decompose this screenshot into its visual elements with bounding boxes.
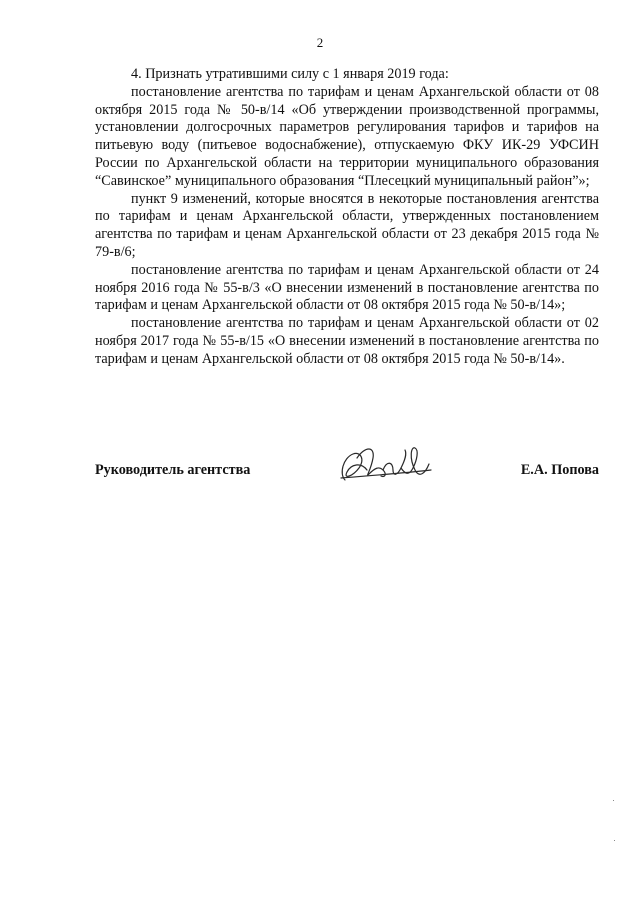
paragraph-resolution-50-v-14: постановление агентства по тарифам и ценам Архангельской области от 08 октября 2015 года № 50-в/14 «Об утверждении производственной программы, установлении долгосрочных параметров регулирования тарифов и тарифов на питьевую воду (питьевое водоснабжение), отпускаемую ФКУ ИК-29 УФСИН России по Архангельской области на территории муниципального образования “Савинское” муниципального образования “Плесецкий муниципальный район”»;	[95, 83, 599, 189]
signer-name: Е.А. Попова	[520, 462, 599, 478]
signature-block	[95, 440, 599, 500]
paragraph-resolution-55-v-15: постановление агентства по тарифам и ценам Архангельской области от 02 ноября 2017 года № 55-в/15 «О внесении изменений в постановление агентства по тарифам и ценам Архангельской области от 08 октября 2015 года № 50-в/14».	[95, 315, 599, 367]
paragraph-resolution-55-v-3: постановление агентства по тарифам и ценам Архангельской области от 24 ноября 2016 года № 55-в/3 «О внесении изменений в постановление агентства по тарифам и ценам Архангельской области от 08 октября 2015 года № 50-в/14»;	[95, 261, 599, 314]
scan-artifact	[613, 800, 614, 801]
scan-artifact	[614, 840, 615, 841]
paragraph-point-9: пункт 9 изменений, которые вносятся в некоторые постановления агентства по тарифам и ценам Архангельской области, утвержденных постановлением агентства по тарифам и ценам Архангельской области от 23 декабря 2015 года № 79-в/6;	[95, 190, 599, 260]
handwritten-signature	[335, 440, 435, 490]
paragraph-item-4: 4. Признать утратившими силу с 1 января 2019 года:	[131, 66, 449, 82]
page-number: 2	[316, 35, 324, 50]
signer-position: Руководитель агентства	[95, 462, 251, 478]
document-body	[95, 66, 599, 369]
